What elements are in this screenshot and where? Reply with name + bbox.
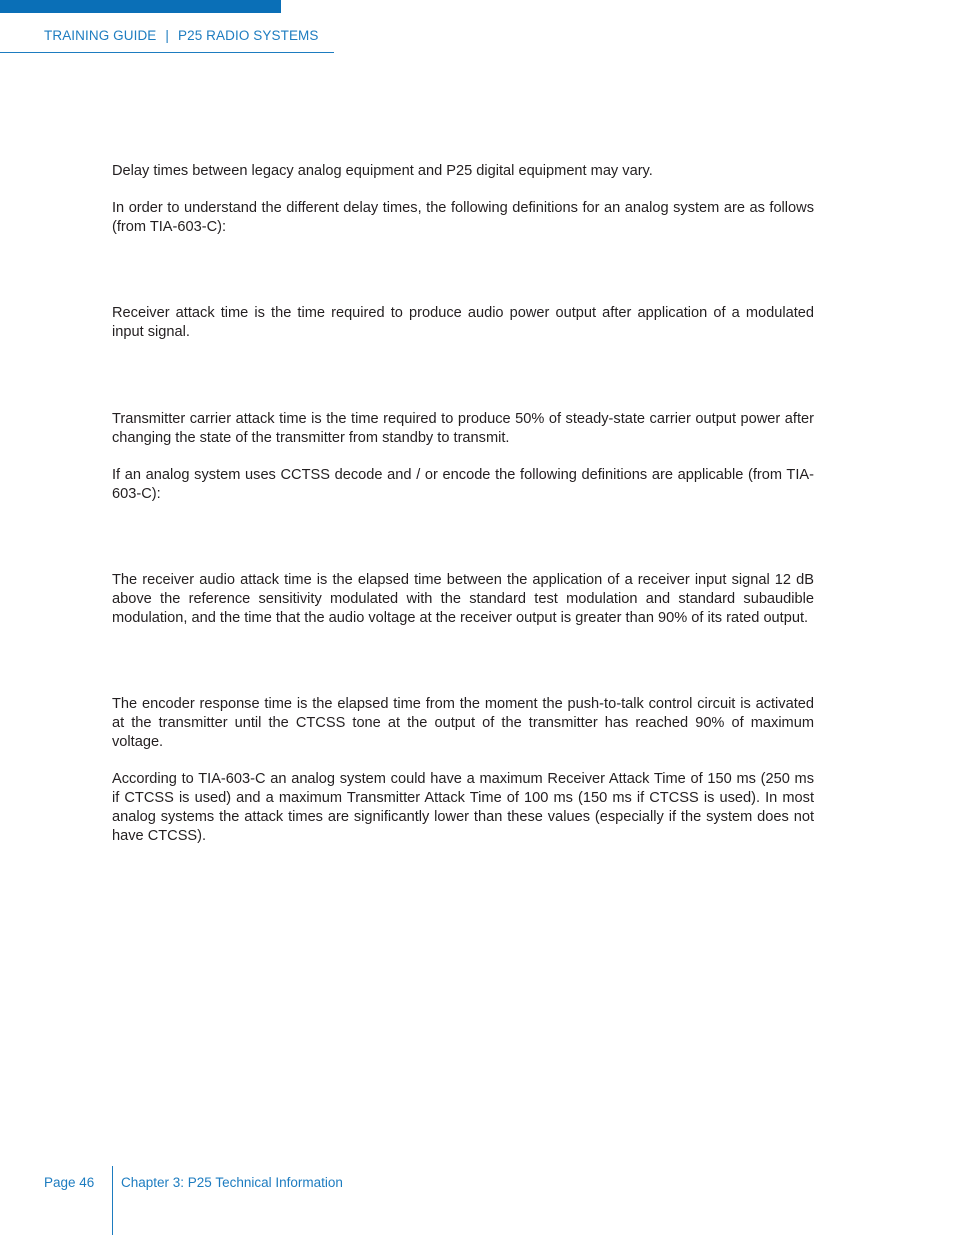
paragraph-analog-definitions-intro: In order to understand the different delay times, the following definitions for an analog system are as follows (from TIA-603-C): — [112, 200, 814, 235]
paragraph-receiver-audio-attack-time: The receiver audio attack time is the elapsed time between the application of a receiver input signal 12 dB above the reference sensitivity modulated with the standard test modulation and standard subaudible modulation, and the time that the audio voltage at the receiver output is greater than 90% of its rated output. — [112, 572, 814, 626]
footer-divider — [112, 1166, 113, 1235]
body-content — [112, 162, 814, 846]
header-subject-label: P25 RADIO SYSTEMS — [178, 28, 319, 43]
footer-page-number: Page 46 — [44, 1175, 95, 1190]
header-accent-bar — [0, 0, 281, 13]
header-guide-label: TRAINING GUIDE — [44, 28, 157, 43]
paragraph-maximum-attack-times: According to TIA-603-C an analog system could have a maximum Receiver Attack Time of 150 ms (250 ms if CTCSS is used) and a maximum Transmitter Attack Time of 100 ms (150 ms if CTCSS is used). In most analog systems the attack times are significantly lower than these values (especially if the system does not have CTCSS). — [112, 771, 814, 844]
paragraph-delay-times: Delay times between legacy analog equipment and P25 digital equipment may vary. — [112, 163, 653, 179]
running-header — [44, 28, 319, 43]
paragraph-ctcss-definitions-intro: If an analog system uses CCTSS decode and / or encode the following definitions are applicable (from TIA-603-C): — [112, 467, 814, 502]
paragraph-transmitter-attack-time: Transmitter carrier attack time is the time required to produce 50% of steady-state carrier output power after changing the state of the transmitter from standby to transmit. — [112, 411, 814, 446]
paragraph-receiver-attack-time: Receiver attack time is the time required to produce audio power output after application of a modulated input signal. — [112, 305, 814, 340]
footer-chapter-title: Chapter 3: P25 Technical Information — [121, 1175, 343, 1190]
header-separator: | — [165, 28, 170, 43]
header-rule — [0, 52, 334, 53]
paragraph-encoder-response-time: The encoder response time is the elapsed time from the moment the push-to-talk control circuit is activated at the transmitter until the CTCSS tone at the output of the transmitter has reached 90% of maximum voltage. — [112, 696, 814, 750]
